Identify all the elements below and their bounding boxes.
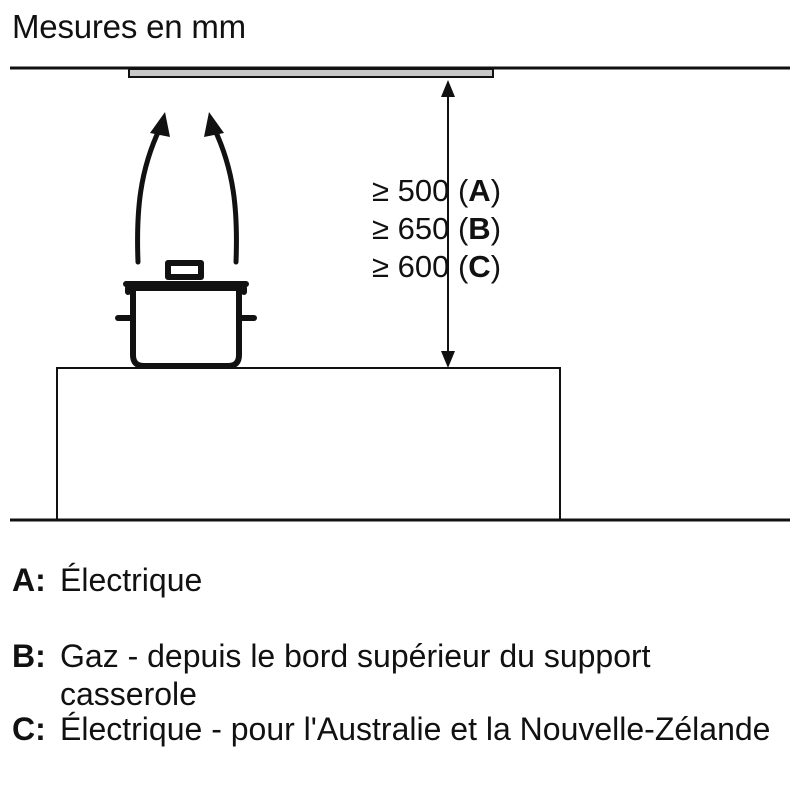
dimension-key: A xyxy=(468,173,491,208)
legend-key: B: xyxy=(12,638,46,674)
cooking-pot xyxy=(118,263,254,366)
legend-text: Électrique xyxy=(60,562,203,598)
dimension-value: ≥ 650 ( xyxy=(372,211,469,246)
legend-text: Électrique - pour l'Australie et la Nouvelle-Zélande xyxy=(60,711,771,747)
dimension-suffix: ) xyxy=(490,249,502,284)
dimension-c xyxy=(372,249,501,285)
steam-arrows xyxy=(138,112,237,262)
worktop xyxy=(57,368,560,520)
dimension-a xyxy=(372,173,501,209)
dimension-value: ≥ 500 ( xyxy=(372,173,469,208)
legend-key: C: xyxy=(12,711,46,747)
hood-panel xyxy=(129,69,493,77)
dimension-b xyxy=(372,211,501,247)
dimension-key: C xyxy=(468,249,491,284)
dimension-suffix: ) xyxy=(490,173,502,208)
dimension-value: ≥ 600 ( xyxy=(372,249,469,284)
diagram-title: Mesures en mm xyxy=(12,8,246,45)
legend-key: A: xyxy=(12,562,46,598)
dimension-suffix: ) xyxy=(490,211,502,246)
legend-text: Gaz - depuis le bord supérieur du support casserole xyxy=(60,638,651,712)
dimension-key: B xyxy=(468,211,491,246)
